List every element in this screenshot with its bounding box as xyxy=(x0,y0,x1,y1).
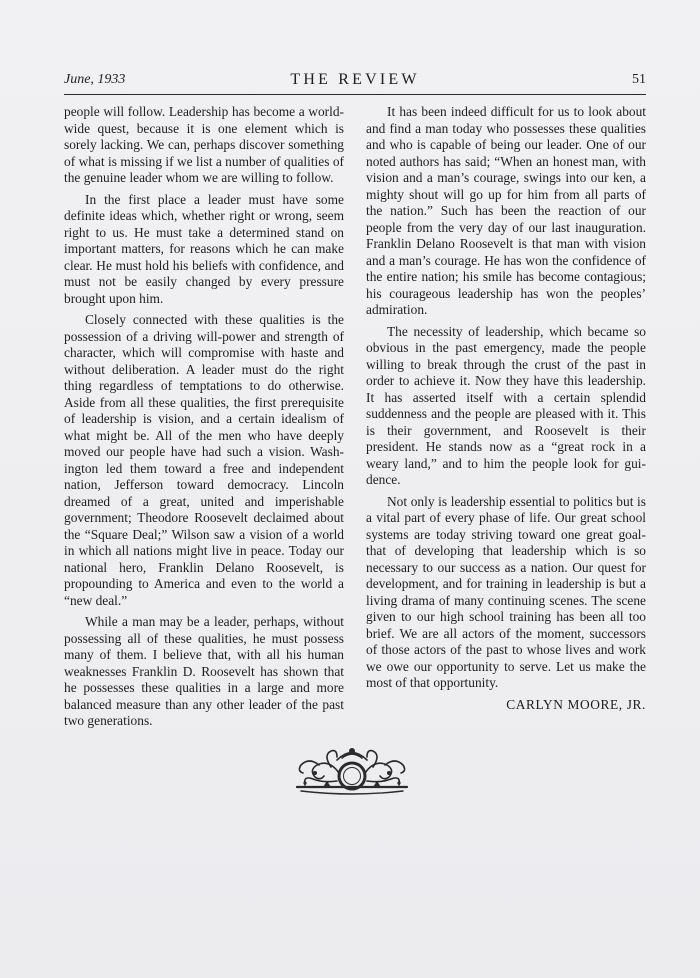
paragraph: In the first place a leader must have some definite ideas which, whether right or wrong, seem right to us. He must take a determined stand on important matters, for reasons which he can make clear. He must hold his beliefs with confidence, and must not be easily changed by every pressure brought upon him. xyxy=(64,191,344,306)
paragraph: The necessity of leadership, which became so obvious in the past emergency, made the people willing to break through the crust of the past in order to achieve it. Now they have this leadership. It has asserted itself with a certain splendid suddenness and the people are pleased with it. This is their government, and Roosevelt is their president. He stands now as a “great rock in a weary land,” and to him the people look for guidence. xyxy=(366,323,646,487)
paragraph: It has been indeed difficult for us to look about and find a man today who possesses these qualities and who is capable of being our leader. One of our noted authors has said; “When an honest man, with vision and a man’s courage, swings into our ken, a mighty shout will go up for him from all parts of the nation.” Such has been the reaction of our people from the very day of our last inauguration. Franklin Delano Roosevelt is that man with vision and a man’s courage. He has won the confidence of the entire nation; his smile has become contagious; his courageous leadership has won the peoples’ admiration. xyxy=(366,104,646,317)
header-title: THE REVIEW xyxy=(290,71,420,88)
paragraph: Closely connected with these qualities is the possession of a driving will-power and strength of character, which will compromise with haste and without deliberation. A leader must do the right thing regardless of temptations to do otherwise. Aside from all these qualities, the first prerequisite of leadership is vision, and a certain idealism of what might be. All of the men who have deeply moved our people have had such a vision. Washington led them toward a free and independent nation, Jefferson toward democracy. Lincoln dreamed of a great, united and imperishable government; Theodore Roosevelt declaimed about the “Square Deal;” Wilson saw a vision of a world in which all nations might live in peace. Today our national hero, Franklin Delano Roosevelt, is propounding to America and even to the world a “new deal.” xyxy=(64,312,344,608)
author-signature: CARLYN MOORE, JR. xyxy=(506,696,646,712)
left-column xyxy=(64,104,344,735)
header-date: June, 1933 xyxy=(64,72,126,87)
right-column xyxy=(366,104,646,713)
page-number: 51 xyxy=(632,72,646,87)
paragraph: While a man may be a leader, perhaps, without possessing all of these qualities, he must possess many of them. I believe that, with all his human weaknesses Franklin D. Roosevelt has shown that he possesses these qualities in a large and more balanced measure than any other leader of the past two generations. xyxy=(64,614,344,728)
paragraph: people will follow. Leadership has become a world-wide quest, because it is one element which is sorely lacking. We can, perhaps discover something of what is missing if we list a number of qualities of the genuine leader whom we are willing to follow. xyxy=(64,104,344,185)
scroll-ornament-icon xyxy=(293,743,411,801)
paragraph: Not only is leadership essential to politics but is a vital part of every phase of life. Our great school systems are today striving toward one great goal-that of developing that leadership which is so necessary to our success as a nation. Our quest for development, and for training in leadership is but a living drama of many continuing scenes. The scene given to our high school training has been all too brief. We are all actors of the moment, successors of those actors of the past to whose lives and work we owe our opportunity to serve. Let us make the most of that opportunity. xyxy=(366,493,646,690)
running-header xyxy=(64,70,646,95)
